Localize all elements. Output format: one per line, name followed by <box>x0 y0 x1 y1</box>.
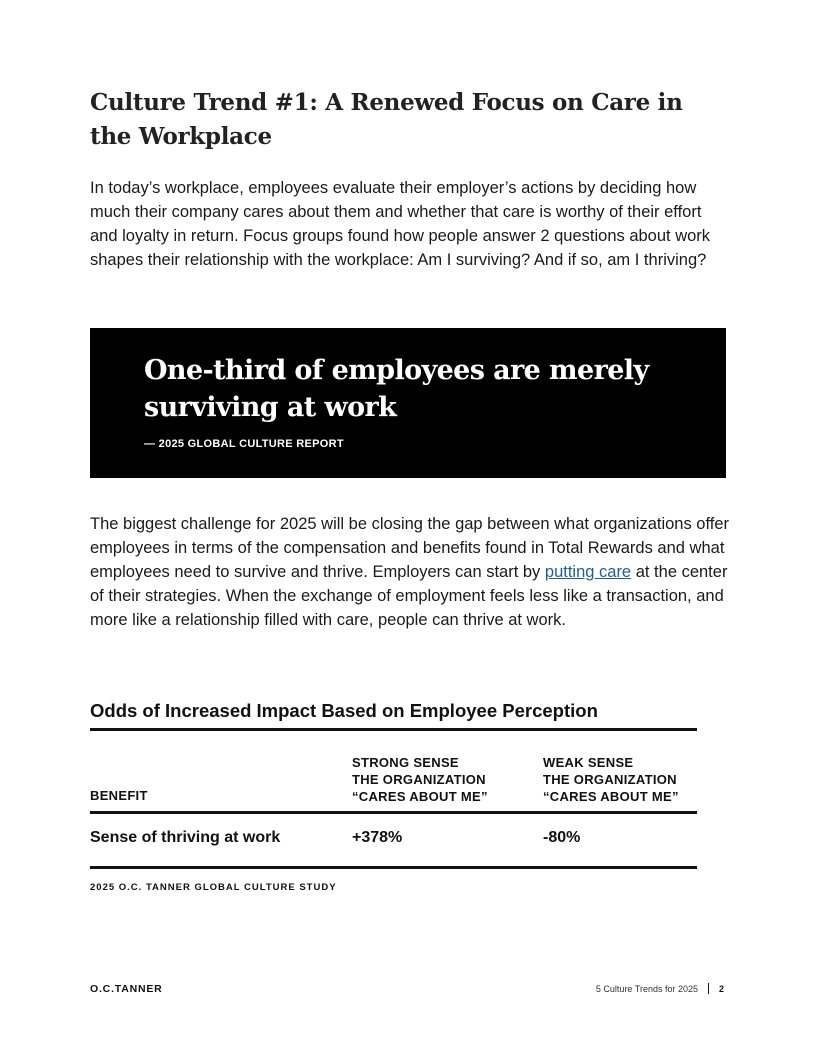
footer-logo: O.C.TANNER <box>90 983 163 995</box>
footer-page-number: 2 <box>718 983 724 994</box>
table-bottom-rule <box>90 866 697 869</box>
putting-care-link[interactable]: putting care <box>544 563 632 581</box>
footer-doc-title: 5 Culture Trends for 2025 <box>595 983 698 994</box>
header-strong-sense <box>352 754 532 805</box>
header-weak-sense <box>543 754 723 805</box>
page-heading: Culture Trend #1: A Renewed Focus on Care in the Workplace <box>90 89 683 150</box>
header-benefit: BENEFIT <box>90 788 148 803</box>
header-weak-line-1: WEAK SENSE <box>543 755 634 770</box>
body-text-end: at the center of their strategies. When the exchange of employment feels less like a transaction, and more like a relationship filled with care, people can thrive at work. <box>90 563 728 629</box>
table-title: Odds of Increased Impact Based on Employee Perception <box>90 700 598 721</box>
body-paragraph <box>90 512 730 632</box>
table-source-note: 2025 O.C. TANNER GLOBAL CULTURE STUDY <box>90 882 337 893</box>
header-weak-line-3: “CARES ABOUT ME” <box>543 789 679 804</box>
cell-benefit: Sense of thriving at work <box>90 829 281 846</box>
intro-paragraph: In today’s workplace, employees evaluate their employer’s actions by deciding how much their company cares about them and whether that care is worthy of their effort and loyalty in return. Focus groups found how people answer 2 questions about work shapes their relationship with the workplace: Am I surviving? And if so, am I thriving? <box>90 179 711 269</box>
cell-strong-value: +378% <box>352 829 403 846</box>
callout-box <box>90 328 726 478</box>
cell-weak-value: -80% <box>543 829 581 846</box>
header-strong-line-2: THE ORGANIZATION <box>352 772 486 787</box>
callout-quote: One-third of employees are merely surviving at work <box>144 355 649 423</box>
table-top-rule <box>90 728 697 731</box>
body-text-start: The biggest challenge for 2025 will be closing the gap between what organizations offer employees in terms of the compensation and benefits found in Total Rewards and what employees need to survive and thrive. Employers can start by <box>90 515 730 581</box>
header-strong-line-3: “CARES ABOUT ME” <box>352 789 488 804</box>
header-strong-line-1: STRONG SENSE <box>352 755 459 770</box>
header-weak-line-2: THE ORGANIZATION <box>543 772 677 787</box>
footer-separator <box>708 983 709 994</box>
table-header-rule <box>90 811 697 814</box>
footer-page-info <box>596 983 724 994</box>
callout-source: — 2025 GLOBAL CULTURE REPORT <box>144 438 344 450</box>
